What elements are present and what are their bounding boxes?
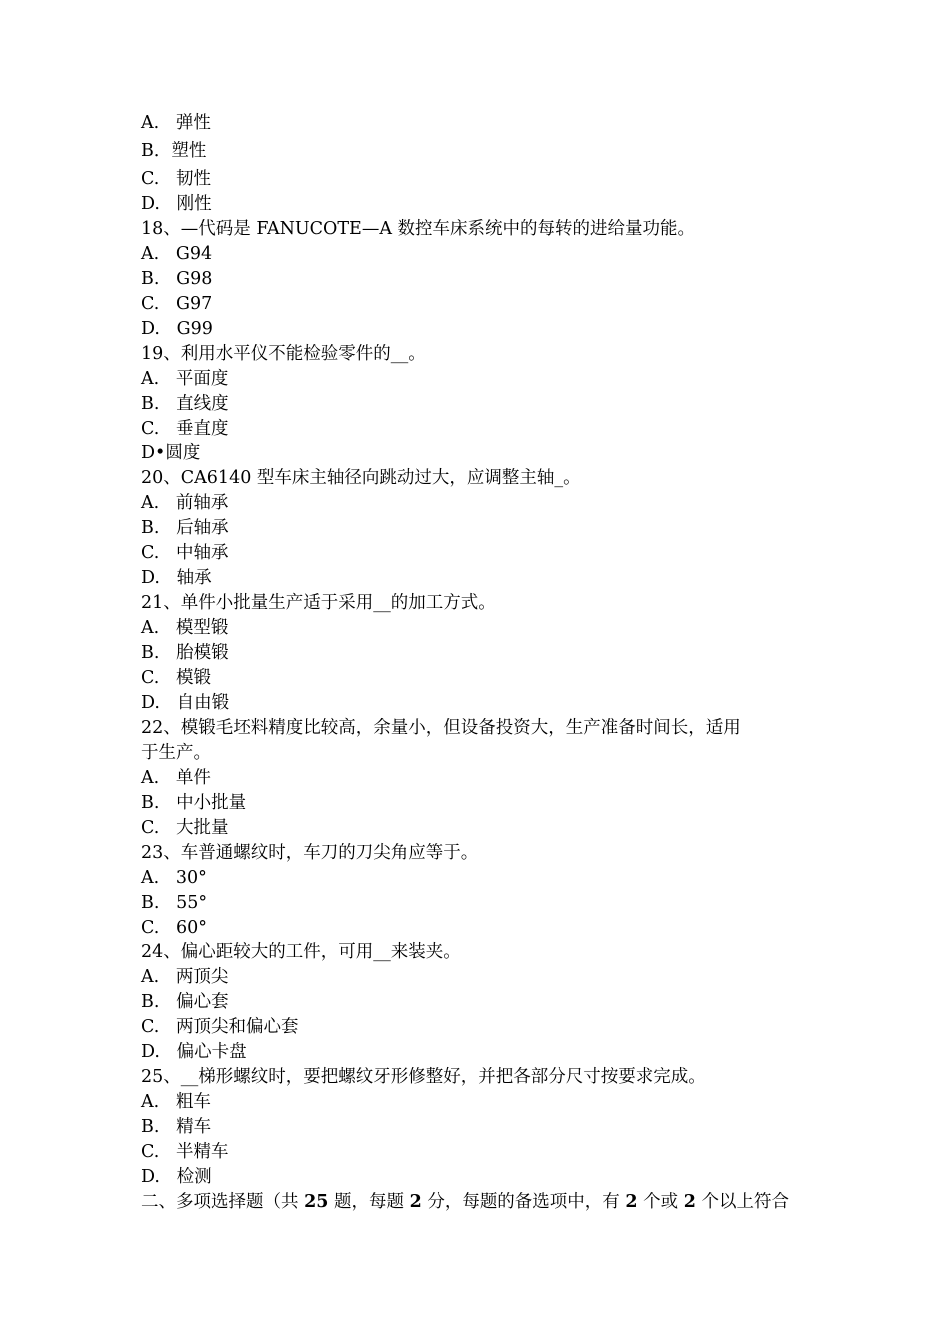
section-heading-text: 个或 xyxy=(637,1192,684,1212)
option-line: A. 平面度 xyxy=(141,369,229,389)
option-line: C. G97 xyxy=(141,294,213,314)
option-line: C. 韧性 xyxy=(141,169,212,189)
option-line: C. 两顶尖和偏心套 xyxy=(141,1017,299,1037)
section-heading-number: 25 xyxy=(304,1192,329,1212)
question-line: 21、单件小批量生产适于采用__的加工方式。 xyxy=(141,593,496,613)
section-heading-text: 二、多项选择题（共 xyxy=(141,1192,305,1212)
option-line: C. 中轴承 xyxy=(141,543,229,563)
option-line: D. 自由锻 xyxy=(141,693,230,713)
option-line: B. 后轴承 xyxy=(141,518,229,538)
option-line: B. 55° xyxy=(141,893,208,913)
option-line: C. 60° xyxy=(141,918,208,938)
option-line: B. G98 xyxy=(141,269,213,289)
section-heading-number: 2 xyxy=(409,1192,422,1212)
option-line: B. 胎模锻 xyxy=(141,643,229,663)
option-line: C. 半精车 xyxy=(141,1142,229,1162)
question-line: 22、模锻毛坯料精度比较高，余量小，但设备投资大，生产准备时间长，适用 xyxy=(141,718,741,738)
section-heading-text: 题，每题 xyxy=(328,1192,410,1212)
option-line: D. G99 xyxy=(141,319,213,339)
option-line: D. 检测 xyxy=(141,1167,212,1187)
option-line: B. 精车 xyxy=(141,1117,212,1137)
section-heading-text: 个以上符合 xyxy=(695,1192,789,1212)
option-line: A. 弹性 xyxy=(141,113,211,133)
question-line: 19、利用水平仪不能检验零件的__。 xyxy=(141,344,426,364)
option-line: A. 模型锻 xyxy=(141,618,229,638)
question-line: 25、__梯形螺纹时，要把螺纹牙形修整好，并把各部分尺寸按要求完成。 xyxy=(141,1067,706,1087)
section-heading-number: 2 xyxy=(683,1192,696,1212)
option-line: A. 单件 xyxy=(141,768,211,788)
option-line: D. 偏心卡盘 xyxy=(141,1042,247,1062)
option-line: B. 偏心套 xyxy=(141,992,229,1012)
option-line: C. 大批量 xyxy=(141,818,229,838)
section-heading xyxy=(141,1191,789,1213)
option-line: D•圆度 xyxy=(141,443,201,463)
option-line: D. 轴承 xyxy=(141,568,212,588)
option-line: C. 垂直度 xyxy=(141,419,229,439)
option-line: D. 刚性 xyxy=(141,194,212,214)
question-line: 20、CA6140 型车床主轴径向跳动过大，应调整主轴_。 xyxy=(141,468,581,488)
section-heading-text: 分，每题的备选项中，有 xyxy=(421,1192,626,1212)
option-line: A. 30° xyxy=(141,868,207,888)
option-line: B．塑性 xyxy=(141,141,207,161)
option-line: A. G94 xyxy=(141,244,213,264)
option-line: B. 中小批量 xyxy=(141,793,247,813)
option-line: A. 粗车 xyxy=(141,1092,211,1112)
question-line: 23、车普通螺纹时，车刀的刀尖角应等于。 xyxy=(141,843,479,863)
question-line: 18、—代码是 FANUCOTE—A 数控车床系统中的每转的进给量功能。 xyxy=(141,219,696,239)
option-line: C. 模锻 xyxy=(141,668,212,688)
option-line: A. 两顶尖 xyxy=(141,967,229,987)
section-heading-number: 2 xyxy=(625,1192,638,1212)
option-line: A. 前轴承 xyxy=(141,493,229,513)
question-line: 24、偏心距较大的工件，可用__来装夹。 xyxy=(141,942,461,962)
question-line: 于生产。 xyxy=(141,743,211,763)
option-line: B. 直线度 xyxy=(141,394,229,414)
